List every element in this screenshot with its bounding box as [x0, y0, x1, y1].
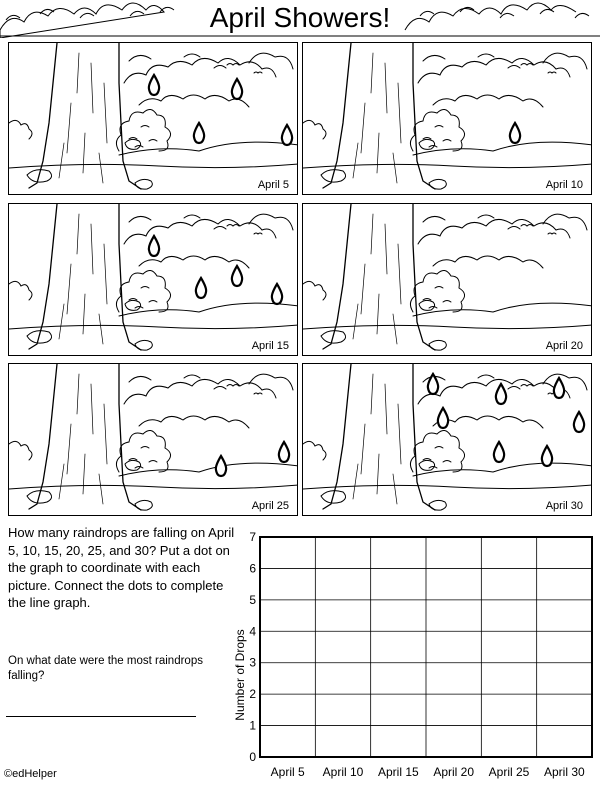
scene-illustration	[9, 43, 298, 195]
bird-icon	[227, 64, 262, 74]
bush-icon	[129, 287, 157, 309]
x-tick-label: April 20	[433, 765, 475, 779]
y-tick-labels	[249, 530, 256, 764]
y-tick-label: 1	[249, 718, 256, 733]
rock-icon	[125, 460, 141, 470]
y-axis-label: Number of Drops	[233, 629, 247, 721]
tree-trunk-icon	[323, 364, 435, 510]
scene-illustration	[303, 204, 592, 356]
bird-icon	[521, 225, 556, 235]
scene-illustration	[9, 204, 298, 356]
bark-lines	[59, 374, 107, 504]
raindrop-icon	[496, 384, 506, 404]
x-tick-label: April 25	[488, 765, 530, 779]
hill-line	[413, 303, 592, 316]
x-tick-labels	[271, 765, 585, 779]
bark-lines	[353, 53, 401, 183]
cloud-icon	[129, 215, 226, 229]
rock-icon	[135, 340, 152, 350]
question-text: How many raindrops are falling on April 5, 10, 15, 20, 25, and 30? Put a dot on the graph to coordinate with each picture. Connect the dots to complete the line graph.	[8, 525, 235, 610]
y-tick-label: 2	[249, 687, 256, 702]
cloud-icon	[139, 256, 249, 268]
raindrop-icon	[554, 378, 564, 398]
bush-icon	[129, 126, 157, 148]
question-most-raindrops: On what date were the most raindrops falling?	[8, 655, 203, 682]
raindrop-icon	[194, 123, 204, 143]
panel-date-label: April 20	[545, 340, 583, 352]
page-header	[0, 0, 600, 38]
rock-icon	[429, 340, 446, 350]
raindrop-icon	[574, 412, 584, 432]
cloud-icon	[543, 53, 587, 69]
cloud-icon	[249, 53, 293, 69]
credit-text: ©edHelper	[4, 768, 57, 780]
raindrop-icon	[438, 408, 448, 428]
panel-date-label: April 25	[251, 500, 289, 512]
bush-icon	[303, 120, 326, 139]
x-tick-label: April 5	[270, 765, 305, 779]
cloud-icon	[124, 379, 276, 404]
x-tick-label: April 30	[543, 765, 585, 779]
bush-icon	[116, 270, 170, 312]
y-tick-label: 6	[249, 561, 256, 576]
hill-line	[119, 463, 298, 476]
y-tick-label: 7	[249, 530, 256, 544]
bark-lines	[353, 374, 401, 504]
y-tick-label: 4	[249, 624, 256, 639]
scene-illustration	[9, 364, 298, 516]
raindrop-icon	[542, 446, 552, 466]
bush-icon	[129, 447, 157, 469]
bird-icon	[521, 385, 556, 395]
y-tick-label: 0	[249, 750, 256, 764]
cloud-icon	[418, 219, 570, 244]
cloud-icon	[543, 214, 587, 230]
raindrop-icon	[149, 236, 159, 256]
raindrop-icon	[510, 123, 520, 143]
raindrop-icon	[232, 79, 242, 99]
cloud-icon	[433, 95, 543, 107]
cloud-icon	[124, 219, 276, 244]
raindrop-icon	[272, 284, 282, 304]
bush-icon	[303, 441, 326, 460]
graph-grid	[260, 537, 592, 757]
panel-date-label: April 30	[545, 500, 583, 512]
bush-icon	[423, 287, 451, 309]
bird-icon	[227, 385, 262, 395]
bush-icon	[410, 109, 464, 151]
cloud-icon	[418, 58, 570, 83]
hill-line	[413, 142, 592, 155]
picture-panel	[8, 203, 298, 356]
bush-icon	[116, 109, 170, 151]
picture-panel	[302, 203, 592, 356]
picture-panel	[302, 363, 592, 516]
bark-lines	[59, 214, 107, 344]
rock-icon	[419, 300, 435, 310]
x-tick-label: April 10	[322, 765, 364, 779]
bark-lines	[59, 53, 107, 183]
ground-line	[303, 485, 592, 489]
bush-icon	[9, 441, 32, 460]
rock-icon	[135, 179, 152, 189]
bark-lines	[353, 214, 401, 344]
ground-line	[303, 325, 592, 329]
bird-icon	[521, 64, 556, 74]
ground-line	[303, 164, 592, 168]
cloud-icon	[124, 58, 276, 83]
cloud-icon	[249, 214, 293, 230]
ground-line	[9, 164, 298, 168]
tree-trunk-icon	[29, 43, 141, 189]
bush-icon	[423, 447, 451, 469]
rock-icon	[419, 460, 435, 470]
answer-line[interactable]	[6, 716, 196, 717]
bush-icon	[9, 120, 32, 139]
hill-line	[413, 463, 592, 476]
raindrop-icon	[232, 266, 242, 286]
ground-line	[9, 485, 298, 489]
rock-icon	[125, 139, 141, 149]
raindrop-icon	[282, 125, 292, 145]
scene-illustration	[303, 364, 592, 516]
cloud-icon	[423, 54, 520, 68]
cloud-icon	[418, 379, 570, 404]
ground-line	[9, 325, 298, 329]
picture-panel	[8, 42, 298, 195]
panel-date-label: April 15	[251, 340, 289, 352]
page-title: April Showers!	[0, 2, 600, 34]
raindrop-icon	[216, 456, 226, 476]
raindrop-icon	[279, 442, 289, 462]
raindrop-icon	[196, 278, 206, 298]
tree-trunk-icon	[29, 364, 141, 510]
tree-trunk-icon	[323, 204, 435, 350]
bush-icon	[303, 281, 326, 300]
raindrop-icon	[149, 75, 159, 95]
tree-trunk-icon	[29, 204, 141, 350]
rock-icon	[135, 500, 152, 510]
bush-icon	[116, 430, 170, 472]
cloud-icon	[433, 256, 543, 268]
hill-line	[119, 142, 298, 155]
y-tick-label: 3	[249, 655, 256, 670]
scene-illustration	[303, 43, 592, 195]
rock-icon	[419, 139, 435, 149]
panel-date-label: April 5	[257, 179, 289, 191]
cloud-icon	[543, 374, 587, 390]
raindrop-icon	[494, 442, 504, 462]
line-graph[interactable]	[230, 528, 600, 786]
cloud-icon	[423, 215, 520, 229]
cloud-icon	[129, 375, 226, 389]
rock-icon	[429, 179, 446, 189]
bush-icon	[9, 281, 32, 300]
rock-icon	[125, 300, 141, 310]
tree-trunk-icon	[323, 43, 435, 189]
cloud-icon	[139, 416, 249, 428]
bush-icon	[410, 430, 464, 472]
cloud-icon	[249, 374, 293, 390]
hill-line	[119, 303, 298, 316]
picture-panel	[8, 363, 298, 516]
cloud-icon	[433, 416, 543, 428]
panel-date-label: April 10	[545, 179, 583, 191]
bush-icon	[423, 126, 451, 148]
bird-icon	[227, 225, 262, 235]
x-tick-label: April 15	[377, 765, 419, 779]
cloud-icon	[129, 54, 226, 68]
y-tick-label: 5	[249, 592, 256, 607]
bush-icon	[410, 270, 464, 312]
picture-panel	[302, 42, 592, 195]
rock-icon	[429, 500, 446, 510]
